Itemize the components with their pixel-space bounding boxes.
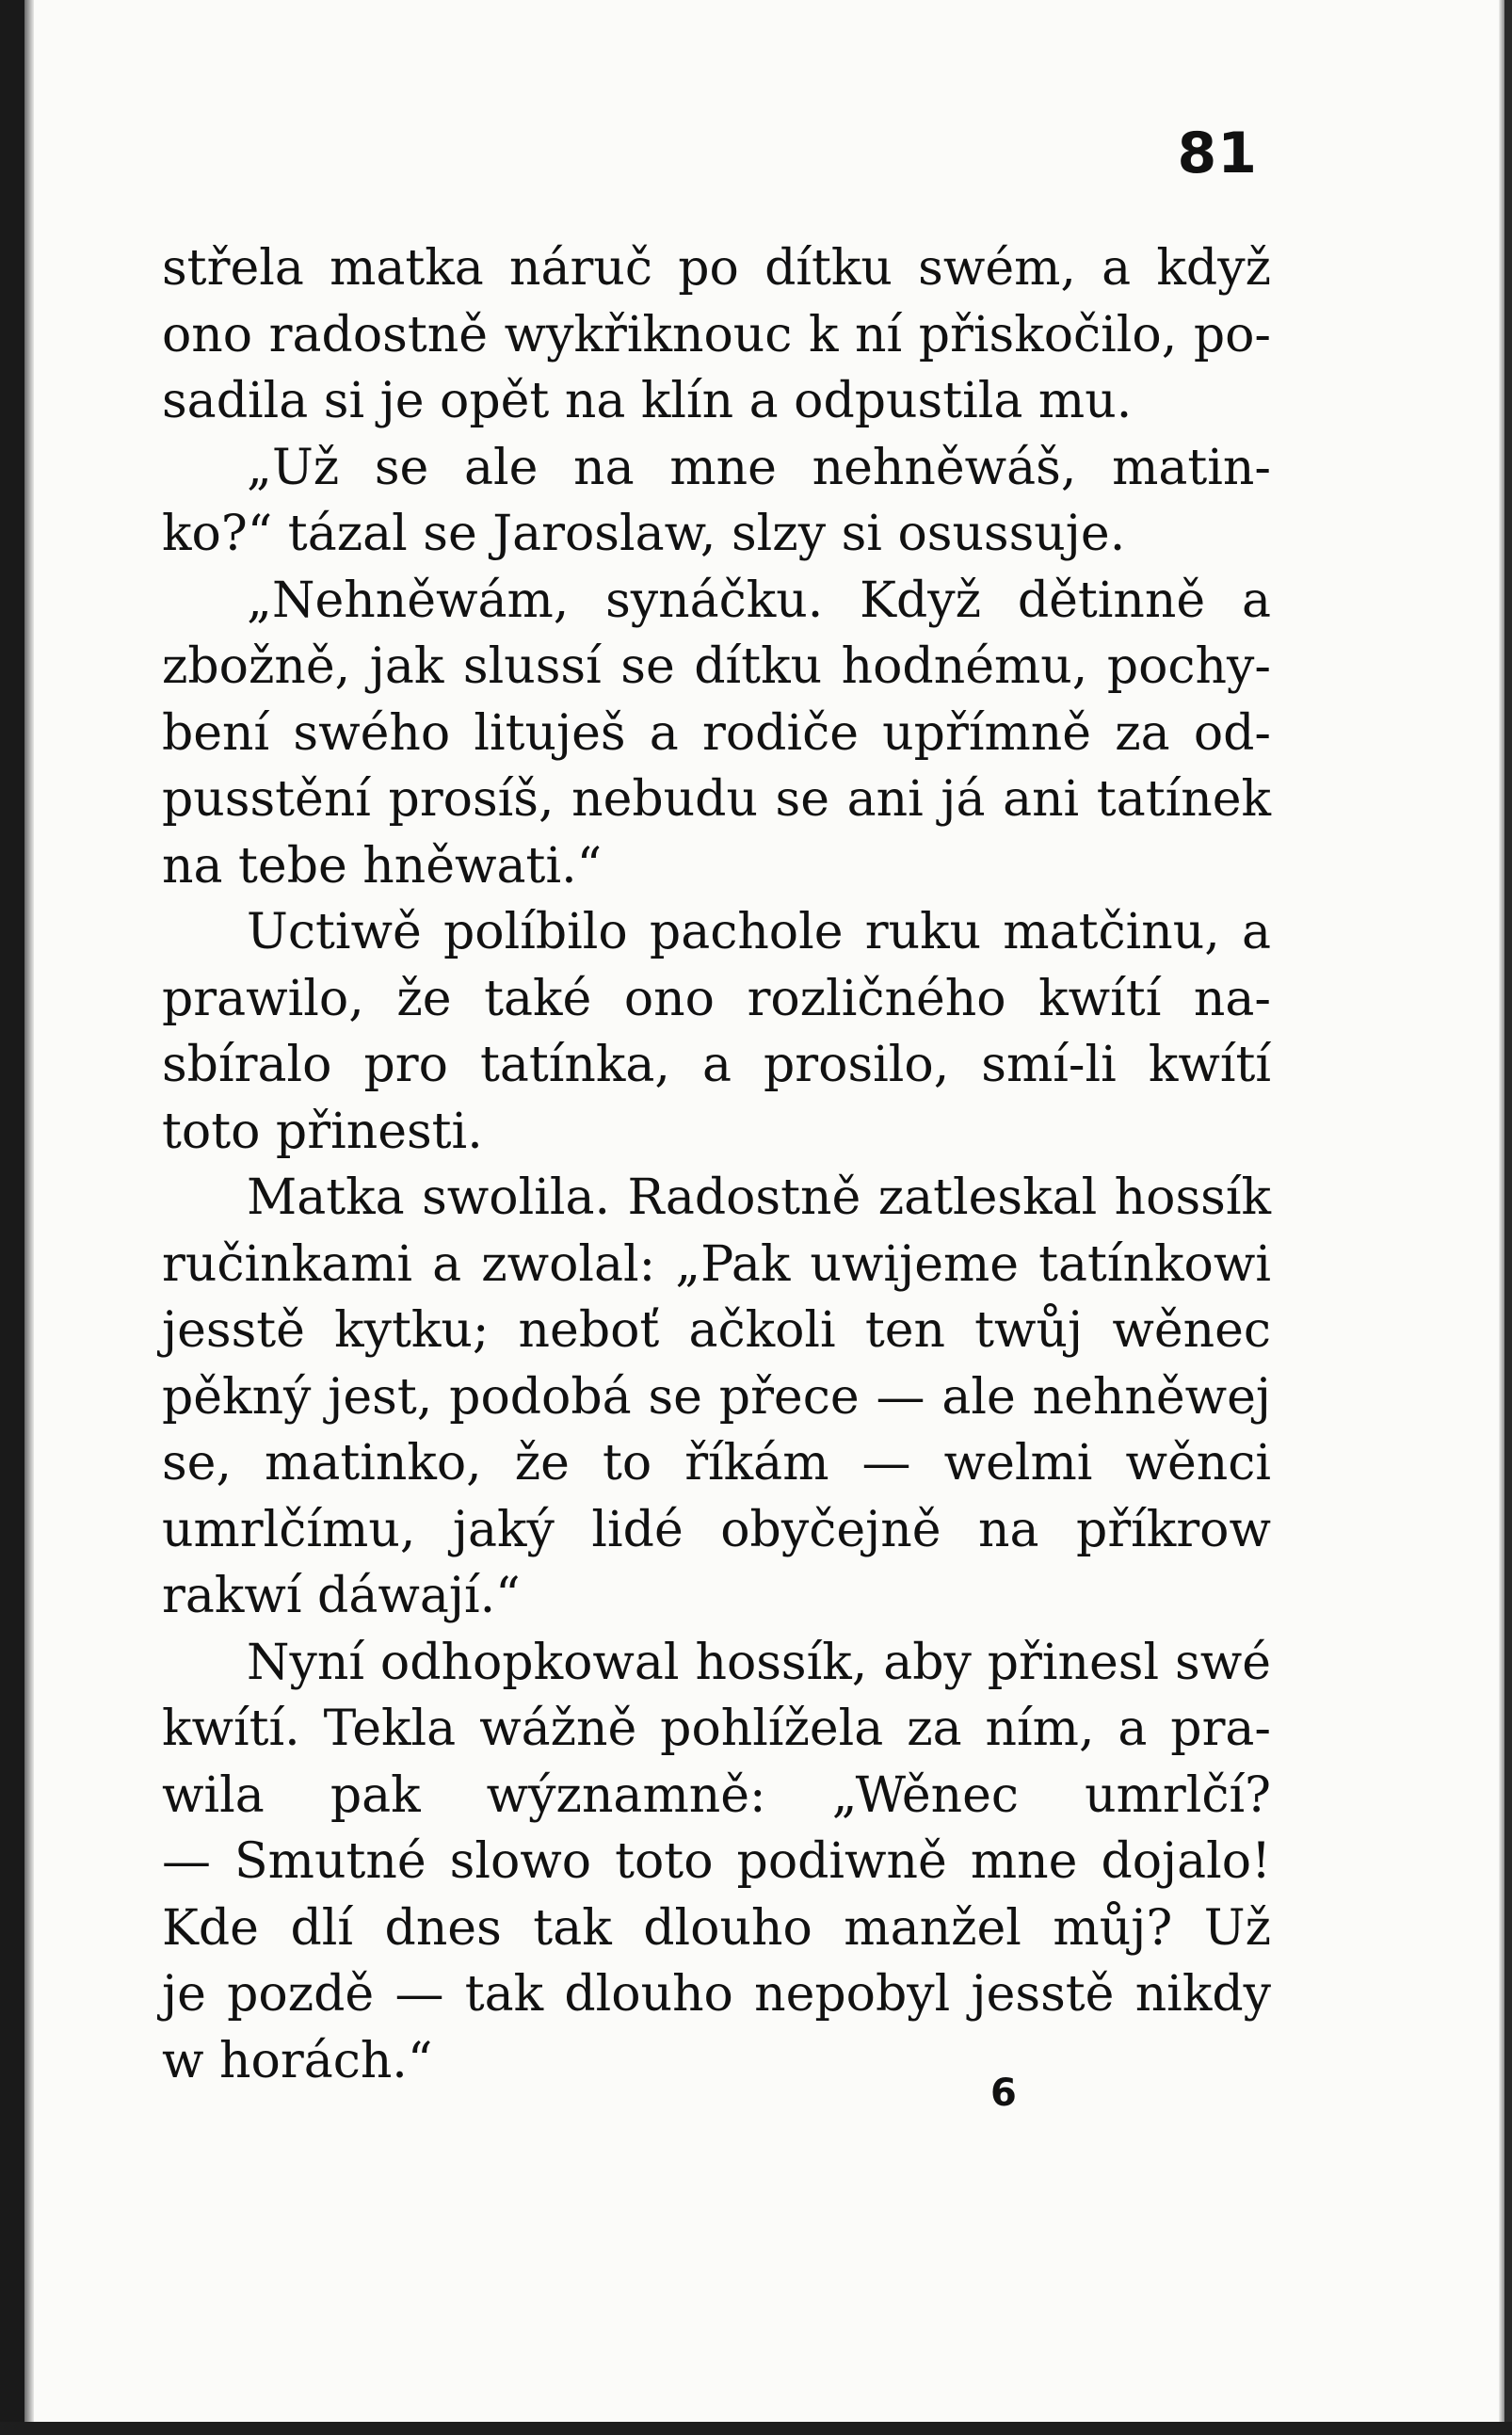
text-line: na tebe hněwati.“: [162, 837, 603, 895]
text-line: pěkný jest, podobá se přece — ale nehněwej: [162, 1368, 1271, 1426]
page-right-shadow: [1499, 0, 1504, 2435]
text-line: pusstění prosíš, nebudu se ani já ani tatínek: [162, 771, 1271, 828]
text-line: kwítí. Tekla wážně pohlížela za ním, a pra-: [162, 1701, 1271, 1757]
text-line: jesstě kytku; neboť ačkoli ten twůj wěnec: [162, 1302, 1271, 1359]
text-line: sbíralo pro tatínka, a prosilo, smí-li kwítí: [162, 1037, 1271, 1093]
text-line: rakwí dáwají.“: [162, 1568, 521, 1624]
text-line: ono radostně wykřiknouc k ní přiskočilo, po-: [162, 306, 1271, 363]
page-right-edge: [1504, 0, 1512, 2435]
text-line: umrlčímu, jaký lidé obyčejně na příkrow: [162, 1501, 1271, 1558]
text-line: Matka swolila. Radostně zatleskal hossík: [247, 1169, 1271, 1226]
page-binding-edge: [0, 0, 24, 2435]
text-line: sadila si je opět na klín a odpustila mu.: [162, 373, 1133, 429]
text-line: je pozdě — tak dlouho nepobyl jesstě nikdy: [162, 1966, 1271, 2023]
page-bottom-edge: [0, 2422, 1512, 2435]
text-line: „Už se ale na mne nehněwáš, matin-: [247, 439, 1271, 496]
text-line: střela matka náruč po dítku swém, a když: [162, 240, 1271, 297]
text-line: se, matinko, že to říkám — welmi wěnci: [162, 1435, 1271, 1492]
text-line: ko?“ tázal se Jaroslaw, slzy si osussuje.: [162, 506, 1126, 562]
text-line: Uctiwě políbilo pachole ruku matčinu, a: [247, 904, 1271, 960]
text-line: toto přinesti.: [162, 1103, 483, 1160]
text-line: Nyní odhopkowal hossík, aby přinesl swé: [247, 1634, 1271, 1691]
page-number: 81: [1177, 121, 1258, 186]
text-line: „Nehněwám, synáčku. Když dětinně a: [247, 572, 1271, 629]
text-line: w horách.“: [162, 2032, 433, 2089]
page-gutter-shadow: [24, 0, 34, 2435]
signature-mark: 6: [990, 2072, 1017, 2115]
text-line: zbožně, jak slussí se dítku hodnému, pochy-: [162, 638, 1271, 695]
text-line: Kde dlí dnes tak dlouho manžel můj? Už: [162, 1899, 1271, 1957]
text-line: bení swého lituješ a rodiče upřímně za od-: [162, 704, 1271, 762]
text-line: ručinkami a zwolal: „Pak uwijeme tatínkowi: [162, 1235, 1271, 1293]
text-line: prawilo, že také ono rozličného kwítí na-: [162, 970, 1271, 1027]
text-line: — Smutné slowo toto podiwně mne dojalo!: [162, 1833, 1271, 1890]
body-text: [162, 235, 1271, 2094]
text-line: wila pak wýznamně: „Wěnec umrlčí?: [162, 1766, 1271, 1824]
